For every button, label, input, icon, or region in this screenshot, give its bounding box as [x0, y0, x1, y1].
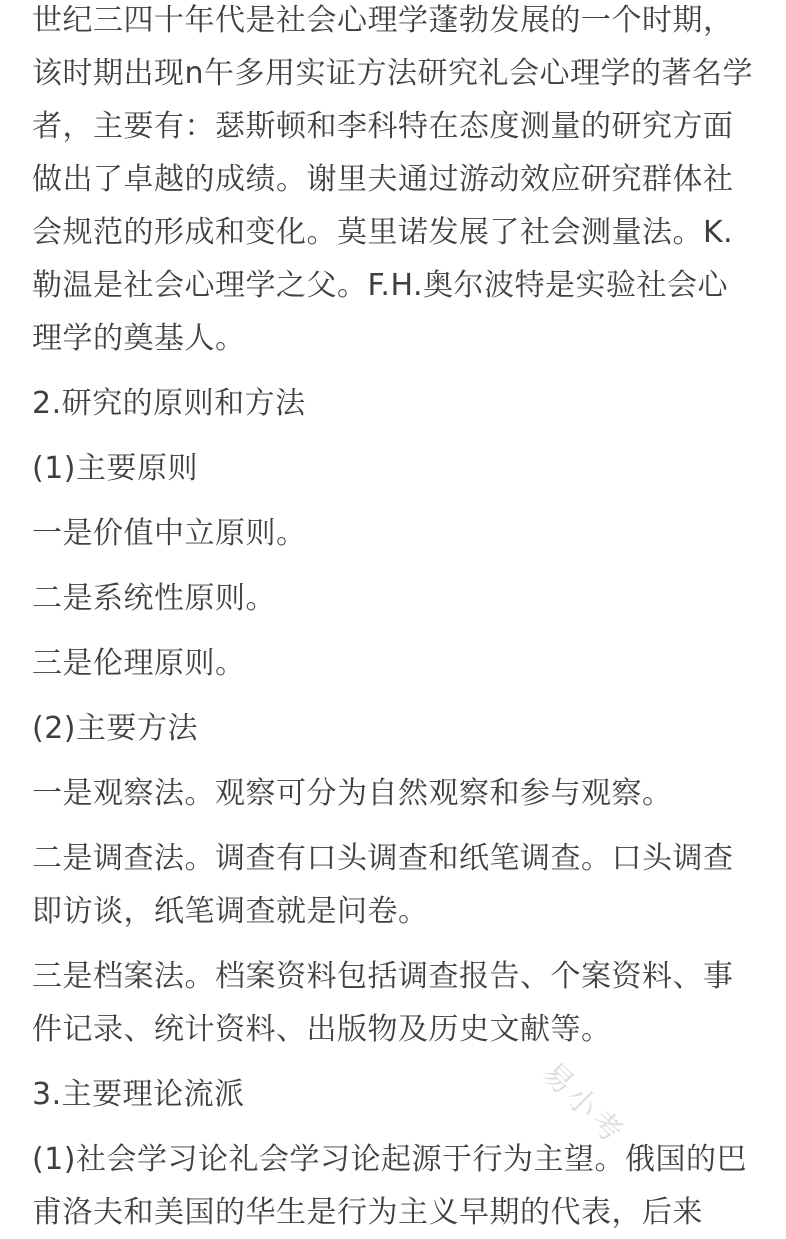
method-item: 一是观察法。观察可分为自然观察和参与观察。: [32, 776, 673, 811]
subheading-main-methods: (2)主要方法: [32, 711, 198, 746]
principle-item: 二是系统性原则。: [32, 581, 276, 616]
principle-item: 三是伦理原则。: [32, 646, 246, 681]
subheading-main-principles: (1)主要原则: [32, 451, 198, 486]
section-heading-principles-methods: 2.研究的原则和方法: [32, 386, 306, 421]
section-heading-theory-schools: 3.主要理论流派: [32, 1077, 245, 1112]
theory-paragraph: (1)社会学习论礼会学习论起源于行为主望。俄国的巴甫洛夫和美国的华生是行为主义早期的代表，后来: [32, 1142, 747, 1230]
principle-item: 一是价值中立原则。: [32, 516, 307, 551]
intro-paragraph: 世纪三四十年代是社会心理学蓬勃发展的一个时期，该时期出现n午多用实证方法研究礼会心理学的著名学者，主要有：瑟斯顿和李科特在态度测量的研究方面做出了卓越的成绩。谢里夫通过游动效应研究群体社会规范的形成和变化。莫里诺发展了社会测量法。K.勒温是社会心理学之父。F.H.奥尔波特是实验社会心理学的奠基人。: [32, 3, 754, 356]
document-body: [32, 0, 754, 1239]
watermark: 易小考: [534, 1055, 632, 1153]
method-item: 二是调查法。调查有口头调查和纸笔调查。口头调查即访谈，纸笔调查就是问卷。: [32, 841, 734, 929]
method-item: 三是档案法。档案资料包括调查报告、个案资料、事件记录、统计资料、出版物及历史文献等。: [32, 959, 734, 1047]
